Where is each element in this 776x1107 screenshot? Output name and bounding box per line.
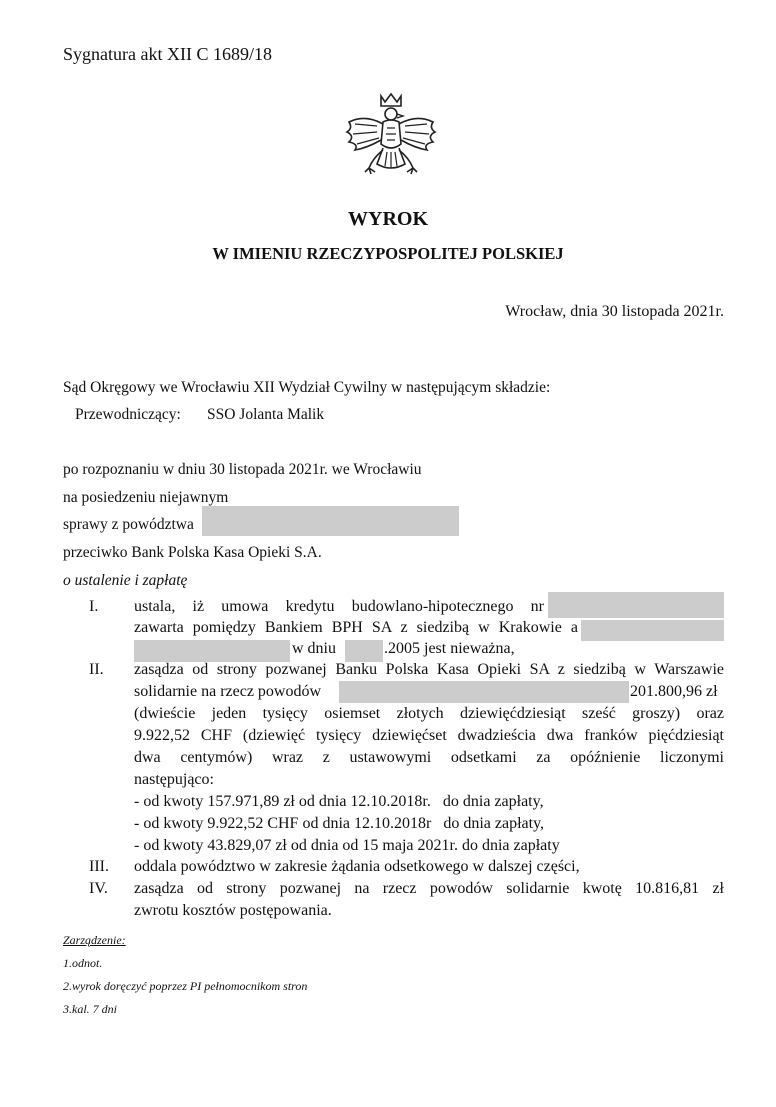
point-text: następująco: — [134, 771, 214, 788]
point-text: zasądza od strony pozwanej na rzecz powodów solidarnie kwotę 10.816,81 zł — [134, 880, 724, 897]
judgment-subtitle: W IMIENIU RZECZYPOSPOLITEJ POLSKIEJ — [212, 244, 564, 263]
order-item: 3.kal. 7 dni — [63, 1002, 117, 1016]
point-text: ustala, iż umowa kredytu budowlano-hipotecznego nr — [134, 598, 544, 615]
proceedings-defendant: przeciwko Bank Polska Kasa Opieki S.A. — [63, 544, 322, 561]
point-text: oddala powództwo w zakresie żądania odsetkowego w dalszej części, — [134, 858, 580, 875]
point-text: zasądza od strony pozwanej Banku Polska Kasa Opieki SA z siedzibą w Warszawie — [134, 661, 724, 678]
polish-eagle-emblem-icon — [343, 92, 439, 184]
place-and-date: Wrocław, dnia 30 listopada 2021r. — [505, 303, 724, 320]
point-number: IV. — [89, 880, 108, 897]
point-text: dwa centymów) wraz z ustawowymi odsetkami za opóźnienie liczonymi — [134, 749, 724, 766]
redaction-block — [548, 592, 724, 618]
interest-item: - od kwoty 157.971,89 zł od dnia 12.10.2018r. do dnia zapłaty, — [134, 793, 544, 810]
case-signature: Sygnatura akt XII C 1689/18 — [63, 44, 272, 64]
redaction-block — [134, 640, 290, 662]
judgment-title: WYROK — [348, 208, 428, 230]
order-heading: Zarządzenie: — [63, 933, 126, 947]
point-number: II. — [89, 661, 104, 678]
interest-item: - od kwoty 9.922,52 CHF od dnia 12.10.2018r do dnia zapłaty, — [134, 815, 545, 832]
point-text: w dniu — [292, 640, 336, 657]
order-item: 2.wyrok doręczyć poprzez PI pełnomocnikom stron — [63, 979, 308, 993]
proceedings-subject: o ustalenie i zapłatę — [63, 572, 188, 589]
point-amount: 201.800,96 zł — [630, 683, 718, 700]
order-item: 1.odnot. — [63, 956, 103, 970]
proceedings-plaintiff: sprawy z powództwa — [63, 516, 194, 533]
redaction-block — [581, 620, 724, 641]
point-text: 9.922,52 CHF (dziewięć tysięcy dziewięćset dwadzieścia dwa franków pięćdziesiąt — [134, 727, 724, 744]
chair-name: SSO Jolanta Malik — [207, 406, 325, 423]
redaction-block — [345, 640, 383, 662]
point-text: zawarta pomiędzy Bankiem BPH SA z siedzibą w Krakowie a — [134, 619, 578, 636]
point-text: solidarnie na rzecz powodów — [134, 683, 322, 700]
point-text: (dwieście jeden tysięcy osiemset złotych dziewięćdziesiąt sześć groszy) oraz — [134, 705, 724, 722]
point-text: .2005 jest nieważna, — [384, 640, 515, 657]
proceedings-date: po rozpoznaniu w dniu 30 listopada 2021r. we Wrocławiu — [63, 461, 422, 478]
point-number: I. — [89, 598, 99, 615]
chair-label: Przewodniczący: — [75, 406, 181, 423]
point-text: zwrotu kosztów postępowania. — [134, 902, 332, 919]
point-number: III. — [89, 858, 109, 875]
interest-item: - od kwoty 43.829,07 zł od dnia od 15 maja 2021r. do dnia zapłaty — [134, 837, 560, 854]
redaction-block — [202, 506, 459, 536]
proceedings-session: na posiedzeniu niejawnym — [63, 489, 229, 506]
redaction-block — [339, 681, 629, 703]
court-composition: Sąd Okręgowy we Wrocławiu XII Wydział Cywilny w następującym składzie: — [63, 379, 551, 396]
